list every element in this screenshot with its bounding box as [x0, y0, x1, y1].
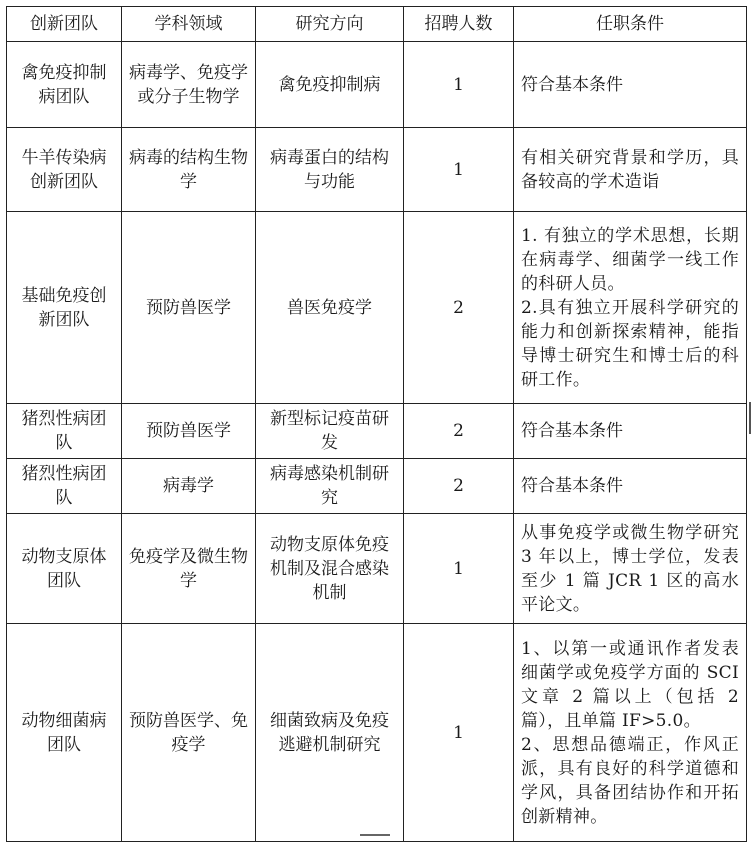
cell-field: 预防兽医学、免疫学 [122, 624, 256, 842]
requirement-text: 符合基本条件 [521, 421, 623, 441]
requirement-text: 符合基本条件 [521, 74, 623, 95]
cell-requirement [514, 128, 747, 212]
cell-count: 2 [404, 212, 514, 404]
page-edge-mark [360, 834, 390, 836]
cell-team: 基础免疫创新团队 [7, 212, 122, 404]
requirement-text: 有相关研究背景和学历，具备较高的学术造诣 [521, 147, 739, 192]
cell-count: 1 [404, 514, 514, 624]
requirement-text: 1. 有独立的学术思想，长期在病毒学、细菌学一线工作的科研人员。 [521, 225, 739, 294]
cell-team: 猪烈性病团队 [7, 459, 122, 514]
cell-team: 禽免疫抑制病团队 [7, 42, 122, 128]
cell-team: 猪烈性病团队 [7, 404, 122, 459]
cell-requirement [514, 514, 747, 624]
cell-field: 病毒的结构生物学 [122, 128, 256, 212]
table-row [7, 42, 747, 128]
cell-team: 牛羊传染病创新团队 [7, 128, 122, 212]
table-row [7, 624, 747, 842]
cell-requirement [514, 459, 747, 514]
table-row [7, 404, 747, 459]
recruitment-table [6, 6, 747, 842]
cell-team: 动物细菌病团队 [7, 624, 122, 842]
requirement-text: 从事免疫学或微生物学研究 3 年以上，博士学位，发表至少 1 篇 JCR 1 区的高水平论文。 [521, 522, 739, 615]
header-field: 学科领域 [122, 7, 256, 42]
requirement-text: 符合基本条件 [521, 476, 623, 496]
cell-direction: 新型标记疫苗研发 [256, 404, 404, 459]
cell-count: 2 [404, 404, 514, 459]
cell-field: 免疫学及微生物学 [122, 514, 256, 624]
requirement-text: 2、思想品德端正，作风正派，具有良好的科学道德和学风，具备团结协作和开拓创新精神。 [521, 734, 739, 827]
cell-field: 预防兽医学 [122, 404, 256, 459]
table-row [7, 514, 747, 624]
requirement-text: 2.具有独立开展科学研究的能力和创新探索精神，能指导博士研究生和博士后的科研工作。 [521, 297, 739, 390]
cell-direction: 兽医免疫学 [256, 212, 404, 404]
cell-count: 2 [404, 459, 514, 514]
header-row [7, 7, 747, 42]
cell-field: 病毒学 [122, 459, 256, 514]
page-edge-mark [749, 402, 751, 434]
cell-count: 1 [404, 128, 514, 212]
cell-field: 预防兽医学 [122, 212, 256, 404]
cell-requirement [514, 624, 747, 842]
cell-requirement [514, 404, 747, 459]
cell-direction: 病毒感染机制研究 [256, 459, 404, 514]
table-row [7, 128, 747, 212]
table-row [7, 212, 747, 404]
cell-direction: 病毒蛋白的结构与功能 [256, 128, 404, 212]
cell-count: 1 [404, 42, 514, 128]
cell-field: 病毒学、免疫学或分子生物学 [122, 42, 256, 128]
cell-count: 1 [404, 624, 514, 842]
header-team: 创新团队 [7, 7, 122, 42]
header-requirement: 任职条件 [514, 7, 747, 42]
cell-direction: 动物支原体免疫机制及混合感染机制 [256, 514, 404, 624]
header-count: 招聘人数 [404, 7, 514, 42]
cell-direction: 细菌致病及免疫逃避机制研究 [256, 624, 404, 842]
table-row [7, 459, 747, 514]
cell-requirement [514, 212, 747, 404]
cell-team: 动物支原体团队 [7, 514, 122, 624]
cell-direction: 禽免疫抑制病 [256, 42, 404, 128]
requirement-text: 1、以第一或通讯作者发表细菌学或免疫学方面的 SCI 文章 2 篇以上（包括 2 篇），且单篇 IF>5.0。 [521, 638, 739, 731]
cell-requirement [514, 42, 747, 128]
header-direction: 研究方向 [256, 7, 404, 42]
